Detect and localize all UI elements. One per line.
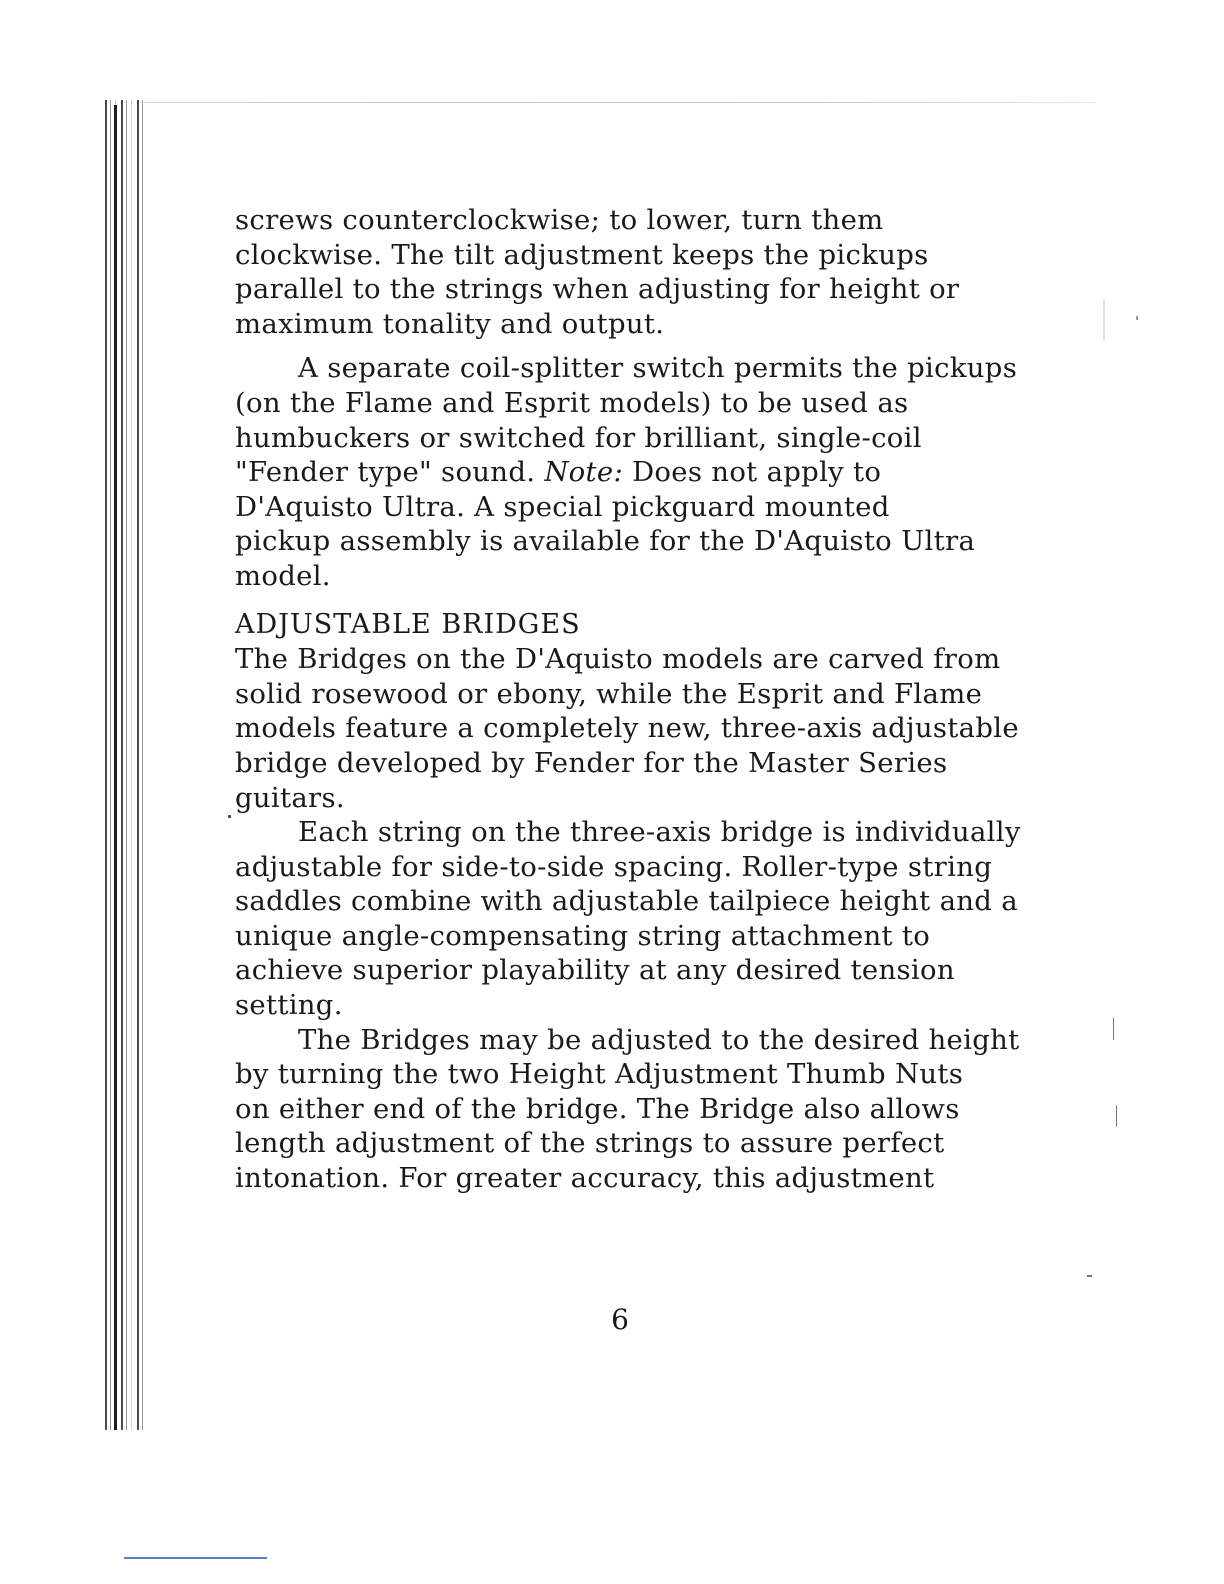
text-line: D'Aquisto Ultra. A special pickguard mounted [235,490,890,523]
text-line: unique angle-compensating string attachment to [235,919,931,952]
text-line: The Bridges on the D'Aquisto models are carved from [235,643,1001,676]
text-line: maximum tonality and output. [235,307,665,340]
text-line: saddles combine with adjustable tailpiece height and a [235,885,1018,918]
text-line: pickup assembly is available for the D'Aquisto Ultra [235,525,976,558]
bottom-rule [124,1557,267,1559]
text-line: intonation. For greater accuracy, this adjustment [235,1162,935,1195]
text-line: models feature a completely new, three-axis adjustable [235,712,1019,745]
text-line: by turning the two Height Adjustment Thumb Nuts [235,1058,964,1091]
section-heading: ADJUSTABLE BRIDGES [235,608,581,640]
text-line: model. [235,559,331,592]
text-line: solid rosewood or ebony, while the Esprit and Flame [235,677,983,710]
text-fragment: Does not apply to [623,456,882,489]
note-label: Note: [544,456,624,489]
scan-speck [1116,1105,1117,1127]
scan-speck [1136,316,1138,320]
text-line: clockwise. The tilt adjustment keeps the pickups [235,238,929,271]
text-line: The Bridges may be adjusted to the desired height [298,1023,1020,1056]
scan-speck [228,815,231,818]
text-line: length adjustment of the strings to assure perfect [235,1127,945,1160]
text-line: A separate coil-splitter switch permits the pickups [298,352,1018,385]
binding-edge [105,100,145,1430]
text-line: Each string on the three-axis bridge is individually [298,816,1021,849]
text-line: guitars. [235,781,345,814]
text-line-with-note [235,455,995,490]
text-fragment: "Fender type" sound. [235,456,545,489]
scan-edge-line [110,102,1095,103]
text-line: screws counterclockwise; to lower, turn them [235,204,884,236]
scan-speck [1113,1018,1114,1040]
text-line: parallel to the strings when adjusting for height or [235,273,960,306]
scan-speck [1103,300,1105,340]
body-text [235,203,1021,1196]
binding-shadow [114,105,117,1430]
text-line: bridge developed by Fender for the Master Series [235,746,948,779]
text-line: (on the Flame and Esprit models) to be used as [235,386,909,419]
text-line: on either end of the bridge. The Bridge also allows [235,1092,960,1125]
text-line: humbuckers or switched for brilliant, single-coil [235,421,922,454]
text-line: setting. [235,989,343,1022]
scan-speck [1087,1275,1092,1277]
text-line: achieve superior playability at any desired tension [235,954,955,987]
text-line: adjustable for side-to-side spacing. Roller-type string [235,850,993,883]
page-number: 6 [611,1303,629,1336]
